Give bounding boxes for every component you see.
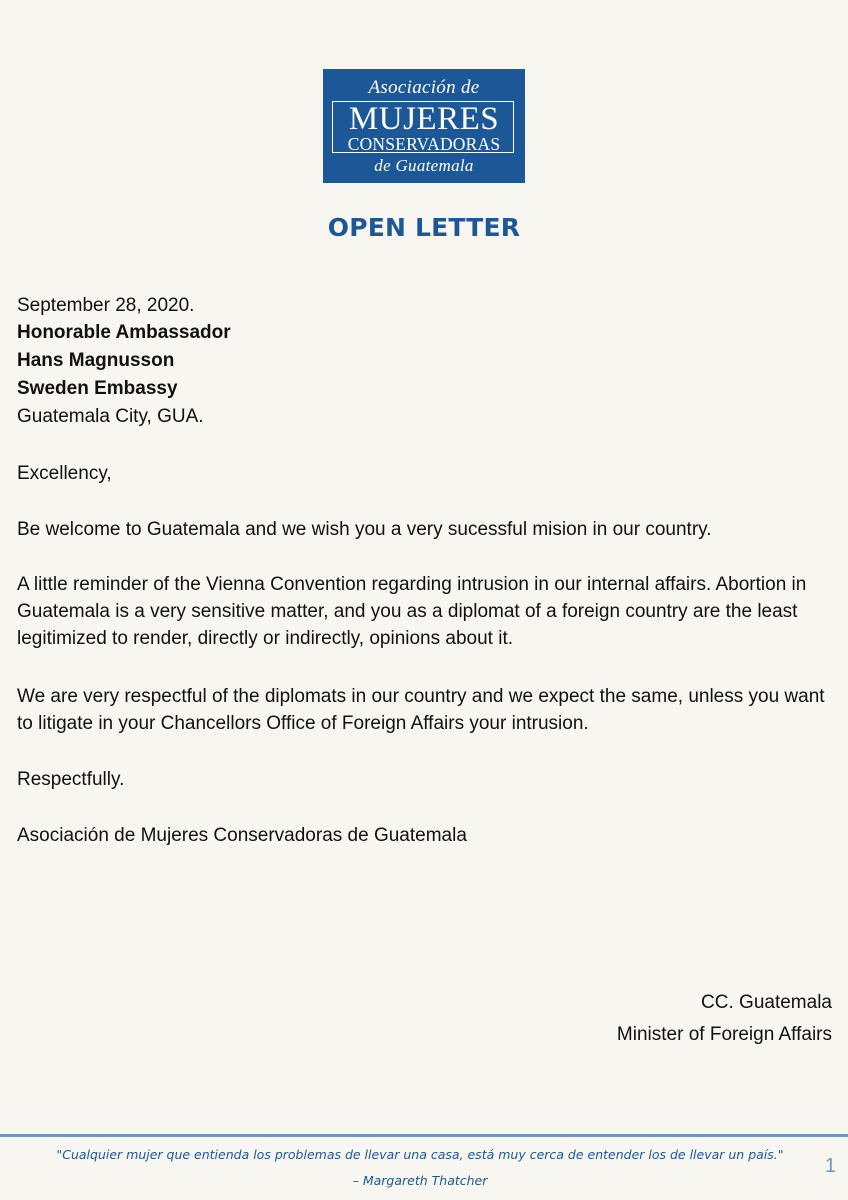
letter-date: September 28, 2020.	[17, 295, 195, 316]
organization-logo	[323, 69, 525, 183]
footer-divider	[0, 1134, 848, 1137]
recipient-city: Guatemala City, GUA.	[17, 406, 204, 427]
logo-line-conservadoras: CONSERVADORAS	[347, 134, 501, 154]
recipient-name: Hans Magnusson	[17, 350, 175, 371]
logo-line-guatemala: de Guatemala	[374, 156, 474, 175]
logo-line-asociacion: Asociación de	[368, 77, 480, 98]
paragraph-reminder: A little reminder of the Vienna Convention regarding intrusion in our internal affairs. Abortion in Guatemala is a very sensitive matter, and you as a diplomat of a foreign country are the least legitimized to render, directly or indirectly, opinions about it.	[17, 574, 807, 649]
recipient-title: Honorable Ambassador	[17, 322, 231, 343]
paragraph-respect: We are very respectful of the diplomats in our country and we expect the same, unless you want to litigate in your Chancellors Office of Foreign Affairs your intrusion.	[17, 686, 825, 734]
closing: Respectfully.	[17, 769, 125, 790]
salutation: Excellency,	[17, 463, 112, 484]
cc-line: CC. Guatemala	[701, 992, 832, 1013]
paragraph-welcome: Be welcome to Guatemala and we wish you a very sucessful mision in our country.	[17, 519, 712, 540]
logo-line-mujeres: MUJERES	[348, 101, 500, 137]
page-number: 1	[824, 1155, 836, 1177]
cc-recipient: Minister of Foreign Affairs	[616, 1024, 832, 1045]
recipient-organization: Sweden Embassy	[17, 378, 178, 399]
sender: Asociación de Mujeres Conservadoras de Guatemala	[17, 825, 467, 846]
document-title: OPEN LETTER	[327, 213, 521, 242]
footer-quote-author: – Margareth Thatcher	[352, 1173, 488, 1188]
footer-quote: "Cualquier mujer que entienda los problemas de llevar una casa, está muy cerca de entender los de llevar un país."	[56, 1147, 784, 1162]
